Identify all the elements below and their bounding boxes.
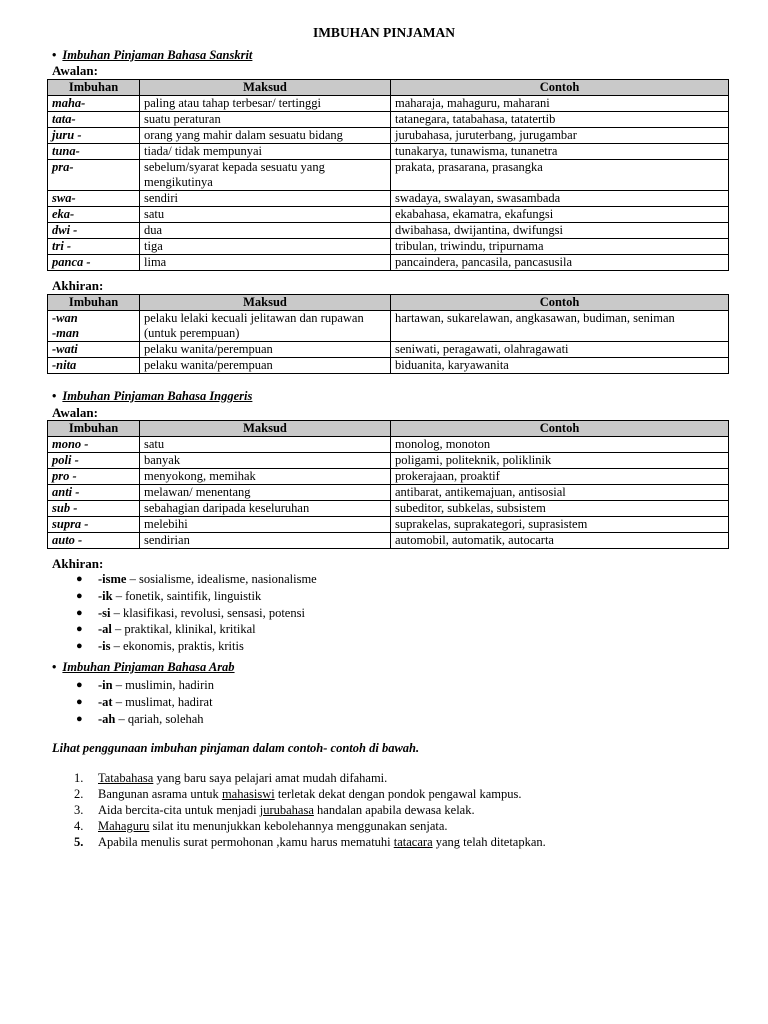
column-header: Maksud	[140, 295, 391, 311]
meaning-cell: pelaku lelaki kecuali jelitawan dan rupawan (untuk perempuan)	[140, 311, 391, 342]
table-header-row	[48, 80, 729, 96]
highlighted-word: Mahaguru	[98, 819, 150, 833]
suffix-examples: – praktikal, klinikal, kritikal	[111, 622, 256, 637]
list-item	[76, 588, 317, 605]
example-cell: prokerajaan, proaktif	[391, 469, 729, 485]
affix-cell: -wati	[48, 342, 140, 358]
inggeris-akhiran-list	[76, 571, 317, 655]
table-row	[48, 128, 729, 144]
meaning-cell: tiada/ tidak mempunyai	[140, 144, 391, 160]
section-heading-sanskrit: • Imbuhan Pinjaman Bahasa Sanskrit	[52, 48, 253, 62]
suffix-examples: – muslimin, hadirin	[112, 678, 214, 692]
table-row	[48, 342, 729, 358]
column-header: Contoh	[391, 80, 729, 96]
meaning-cell: pelaku wanita/perempuan	[140, 358, 391, 374]
suffix: -ik	[98, 588, 113, 603]
suffix: -is	[98, 639, 111, 654]
meaning-cell: paling atau tahap terbesar/ tertinggi	[140, 96, 391, 112]
awalan-label: Awalan:	[52, 63, 98, 78]
example-sentence	[74, 834, 546, 850]
sentence-text: terletak dekat dengan pondok pengawal kampus.	[274, 787, 522, 801]
table-row	[48, 239, 729, 255]
list-item	[76, 677, 214, 694]
bullet-icon: ●	[76, 606, 83, 619]
suffix-examples: – sosialisme, idealisme, nasionalisme	[126, 572, 317, 586]
highlighted-word: tatacara	[393, 835, 433, 849]
sentence-text: Aida bercita-cita untuk menjadi	[98, 803, 260, 817]
example-cell: prakata, prasarana, prasangka	[391, 160, 729, 191]
sanskrit-akhiran-table	[47, 294, 729, 374]
bullet-icon: ●	[76, 712, 83, 725]
table-header-row	[48, 421, 729, 437]
list-item	[76, 638, 317, 655]
table-row	[48, 437, 729, 453]
sentence-number: 1.	[74, 771, 84, 785]
bullet-icon: •	[52, 660, 57, 674]
affix-cell: poli -	[48, 453, 140, 469]
example-cell: seniwati, peragawati, olahragawati	[391, 342, 729, 358]
meaning-cell: tiga	[140, 239, 391, 255]
affix-cell: anti -	[48, 485, 140, 501]
list-item	[76, 711, 214, 728]
table-row	[48, 223, 729, 239]
list-item	[76, 694, 214, 711]
column-header: Maksud	[140, 80, 391, 96]
example-sentence	[74, 786, 546, 802]
sentence-text: silat itu menunjukkan kebolehannya menggunakan senjata.	[149, 819, 448, 833]
akhiran-label: Akhiran:	[52, 556, 104, 571]
inggeris-awalan-table	[47, 420, 729, 549]
example-cell: suprakelas, suprakategori, suprasistem	[391, 517, 729, 533]
bullet-icon: •	[52, 48, 57, 62]
example-cell: tribulan, triwindu, tripurnama	[391, 239, 729, 255]
example-cell: ekabahasa, ekamatra, ekafungsi	[391, 207, 729, 223]
table-row	[48, 191, 729, 207]
affix-cell: tri -	[48, 239, 140, 255]
meaning-cell: sebelum/syarat kepada sesuatu yang mengikutinya	[140, 160, 391, 191]
bullet-icon: ●	[76, 640, 83, 653]
example-sentence	[74, 770, 546, 786]
affix-cell: pra-	[48, 160, 140, 191]
table-row	[48, 501, 729, 517]
list-item	[76, 571, 317, 588]
meaning-cell: banyak	[140, 453, 391, 469]
table-row	[48, 255, 729, 271]
example-cell: hartawan, sukarelawan, angkasawan, budiman, seniman	[391, 311, 729, 342]
table-row	[48, 311, 729, 342]
suffix-examples: – fonetik, saintifik, linguistik	[112, 588, 262, 603]
affix-cell: -wan -man	[48, 311, 140, 342]
table-row	[48, 160, 729, 191]
sentence-text: Bangunan asrama untuk	[98, 787, 222, 801]
sentence-number: 4.	[74, 819, 84, 833]
example-cell: maharaja, mahaguru, maharani	[391, 96, 729, 112]
section-heading-inggeris: • Imbuhan Pinjaman Bahasa Inggeris	[52, 389, 253, 403]
meaning-cell: sendiri	[140, 191, 391, 207]
suffix: -si	[98, 605, 111, 620]
bullet-icon: ●	[76, 679, 83, 691]
suffix-examples: – klasifikasi, revolusi, sensasi, potensi	[110, 605, 305, 620]
akhiran-label: Akhiran:	[52, 278, 104, 293]
meaning-cell: orang yang mahir dalam sesuatu bidang	[140, 128, 391, 144]
suffix-examples: – muslimat, hadirat	[112, 694, 213, 709]
table-row	[48, 485, 729, 501]
affix-cell: -nita	[48, 358, 140, 374]
affix-cell: panca -	[48, 255, 140, 271]
example-cell: dwibahasa, dwijantina, dwifungsi	[391, 223, 729, 239]
table-row	[48, 207, 729, 223]
affix-cell: tuna-	[48, 144, 140, 160]
column-header: Contoh	[391, 295, 729, 311]
affix-cell: juru -	[48, 128, 140, 144]
affix-cell: auto -	[48, 533, 140, 549]
suffix-examples: – qariah, solehah	[115, 711, 204, 726]
suffix: -in	[98, 678, 113, 692]
column-header: Contoh	[391, 421, 729, 437]
table-header-row	[48, 295, 729, 311]
column-header: Maksud	[140, 421, 391, 437]
highlighted-word: Tatabahasa	[98, 771, 154, 785]
affix-cell: supra -	[48, 517, 140, 533]
bullet-icon: ●	[76, 695, 83, 708]
meaning-cell: satu	[140, 207, 391, 223]
awalan-label: Awalan:	[52, 405, 98, 420]
column-header: Imbuhan	[48, 295, 140, 311]
suffix: -ah	[98, 711, 116, 726]
sentence-text: yang baru saya pelajari amat mudah difahami.	[153, 771, 388, 785]
affix-cell: maha-	[48, 96, 140, 112]
page-title: IMBUHAN PINJAMAN	[312, 25, 456, 40]
meaning-cell: melebihi	[140, 517, 391, 533]
example-cell: subeditor, subkelas, subsistem	[391, 501, 729, 517]
column-header: Imbuhan	[48, 80, 140, 96]
arab-akhiran-list	[76, 677, 214, 727]
example-cell: monolog, monoton	[391, 437, 729, 453]
suffix: -isme	[98, 572, 127, 586]
bullet-icon: ●	[76, 589, 83, 602]
affix-cell: mono -	[48, 437, 140, 453]
affix-cell: dwi -	[48, 223, 140, 239]
table-row	[48, 112, 729, 128]
suffix: -al	[98, 622, 112, 637]
table-row	[48, 453, 729, 469]
affix-cell: tata-	[48, 112, 140, 128]
affix-cell: pro -	[48, 469, 140, 485]
meaning-cell: suatu peraturan	[140, 112, 391, 128]
example-cell: swadaya, swalayan, swasambada	[391, 191, 729, 207]
example-cell: poligami, politeknik, poliklinik	[391, 453, 729, 469]
highlighted-word: mahasiswi	[221, 787, 275, 801]
example-sentence	[74, 818, 546, 834]
example-cell: antibarat, antikemajuan, antisosial	[391, 485, 729, 501]
affix-cell: sub -	[48, 501, 140, 517]
table-row	[48, 533, 729, 549]
bullet-icon: ●	[76, 623, 83, 636]
example-cell: jurubahasa, juruterbang, jurugambar	[391, 128, 729, 144]
meaning-cell: sebahagian daripada keseluruhan	[140, 501, 391, 517]
sentence-text: Apabila menulis surat permohonan ,kamu harus mematuhi	[98, 835, 394, 849]
table-row	[48, 469, 729, 485]
table-row	[48, 517, 729, 533]
meaning-cell: sendirian	[140, 533, 391, 549]
highlighted-word: jurubahasa	[259, 803, 314, 817]
list-item	[76, 621, 317, 638]
example-sentence	[74, 802, 546, 818]
meaning-cell: satu	[140, 437, 391, 453]
table-row	[48, 358, 729, 374]
table-row	[48, 144, 729, 160]
list-item	[76, 605, 317, 622]
sentence-text: handalan apabila dewasa kelak.	[313, 803, 475, 817]
example-cell: tatanegara, tatabahasa, tatatertib	[391, 112, 729, 128]
column-header: Imbuhan	[48, 421, 140, 437]
example-sentences	[74, 770, 546, 850]
section-heading-arab: • Imbuhan Pinjaman Bahasa Arab	[52, 660, 235, 674]
bullet-icon: •	[52, 389, 57, 403]
suffix-examples: – ekonomis, praktis, kritis	[110, 639, 244, 654]
sanskrit-awalan-table	[47, 79, 729, 271]
example-cell: automobil, automatik, autocarta	[391, 533, 729, 549]
sentence-number: 5.	[74, 835, 84, 849]
table-row	[48, 96, 729, 112]
example-cell: tunakarya, tunawisma, tunanetra	[391, 144, 729, 160]
affix-cell: eka-	[48, 207, 140, 223]
meaning-cell: lima	[140, 255, 391, 271]
sentence-text: yang telah ditetapkan.	[432, 835, 546, 849]
example-cell: biduanita, karyawanita	[391, 358, 729, 374]
sentence-number: 3.	[74, 803, 84, 817]
meaning-cell: melawan/ menentang	[140, 485, 391, 501]
example-note: Lihat penggunaan imbuhan pinjaman dalam contoh- contoh di bawah.	[52, 741, 420, 755]
bullet-icon: ●	[76, 573, 83, 585]
affix-cell: swa-	[48, 191, 140, 207]
sentence-number: 2.	[74, 787, 84, 801]
suffix: -at	[98, 694, 113, 709]
meaning-cell: menyokong, memihak	[140, 469, 391, 485]
meaning-cell: dua	[140, 223, 391, 239]
meaning-cell: pelaku wanita/perempuan	[140, 342, 391, 358]
example-cell: pancaindera, pancasila, pancasusila	[391, 255, 729, 271]
